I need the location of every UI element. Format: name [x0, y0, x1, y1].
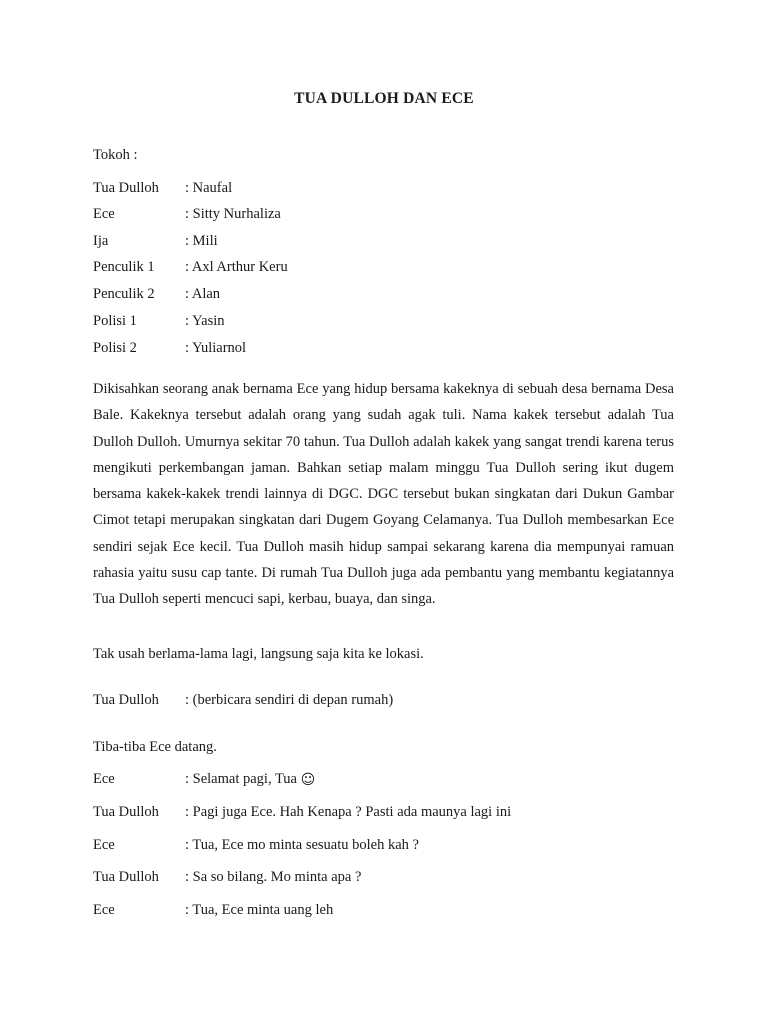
speaker-name: Tua Dulloh [93, 869, 159, 885]
cast-name: Ece [93, 206, 115, 222]
speaker-name: Tua Dulloh [93, 804, 159, 820]
cast-name: Polisi 2 [93, 340, 137, 356]
dialogue-line: : (berbicara sendiri di depan rumah) [185, 692, 394, 708]
dialogue-row [93, 803, 511, 821]
cast-actor: : Alan [185, 286, 221, 302]
speaker-name: Ece [93, 837, 115, 853]
cast-row [93, 339, 246, 357]
tokoh-heading: Tokoh : [93, 147, 138, 163]
cast-row [93, 179, 232, 197]
speaker-name: Ece [93, 771, 115, 787]
dialogue-row [93, 868, 361, 886]
cast-name: Polisi 1 [93, 313, 137, 329]
cast-actor: : Yuliarnol [185, 340, 247, 356]
cast-name: Ija [93, 233, 109, 249]
document-title: TUA DULLOH DAN ECE [294, 90, 474, 107]
stage-direction: Tiba-tiba Ece datang. [93, 739, 217, 755]
cast-actor: : Naufal [185, 180, 233, 196]
dialogue-line: : Pagi juga Ece. Hah Kenapa ? Pasti ada maunya lagi ini [185, 804, 512, 820]
cast-actor: : Yasin [185, 313, 225, 329]
dialogue-line: : Tua, Ece mo minta sesuatu boleh kah ? [185, 837, 419, 853]
smiley-icon: ☺ [300, 772, 316, 788]
cast-row [93, 258, 288, 276]
dialogue-line: : Sa so bilang. Mo minta apa ? [185, 869, 362, 885]
dialogue-row [93, 770, 315, 788]
cast-actor: : Axl Arthur Keru [185, 259, 288, 275]
cast-row [93, 312, 225, 330]
cast-actor: : Sitty Nurhaliza [185, 206, 281, 222]
cast-actor: : Mili [185, 233, 218, 249]
cast-name: Tua Dulloh [93, 180, 159, 196]
dialogue-row [93, 691, 393, 709]
dialogue-row [93, 901, 333, 919]
cast-row [93, 232, 218, 250]
cast-name: Penculik 1 [93, 259, 155, 275]
cast-row [93, 205, 281, 223]
dialogue-line: : Tua, Ece minta uang leh [185, 902, 334, 918]
speaker-name: Tua Dulloh [93, 692, 159, 708]
cast-name: Penculik 2 [93, 286, 155, 302]
dialogue-row [93, 836, 419, 854]
synopsis-paragraph: Dikisahkan seorang anak bernama Ece yang hidup bersama kakeknya di sebuah desa bernama Desa Bale. Kakeknya tersebut adalah orang yang sudah agak tuli. Nama kakek tersebut adalah Tua Dulloh Dulloh. Umurnya sekitar 70 tahun. Tua Dulloh adalah kakek yang sangat trendi karena terus mengikuti perkembangan jaman. Bahkan setiap malam minggu Tua Dulloh sering ikut dugem bersama kakek-kakek trendi lainnya di DGC. DGC tersebut bukan singkatan dari Dukun Gambar Cimot tetapi merupakan singkatan dari Dugem Goyang Celamanya. Tua Dulloh membesarkan Ece sendiri sejak Ece kecil. Tua Dulloh masih hidup sampai sekarang karena dia mempunyai ramuan rahasia yaitu susu cap tante. Di rumah Tua Dulloh juga ada pembantu yang membantu kegiatannya Tua Dulloh seperti mencuci sapi, kerbau, buaya, dan singa. [93, 381, 674, 608]
cast-row [93, 285, 220, 303]
dialogue-line: : Selamat pagi, Tua [185, 771, 301, 787]
speaker-name: Ece [93, 902, 115, 918]
transition-text: Tak usah berlama-lama lagi, langsung saja kita ke lokasi. [93, 646, 424, 662]
